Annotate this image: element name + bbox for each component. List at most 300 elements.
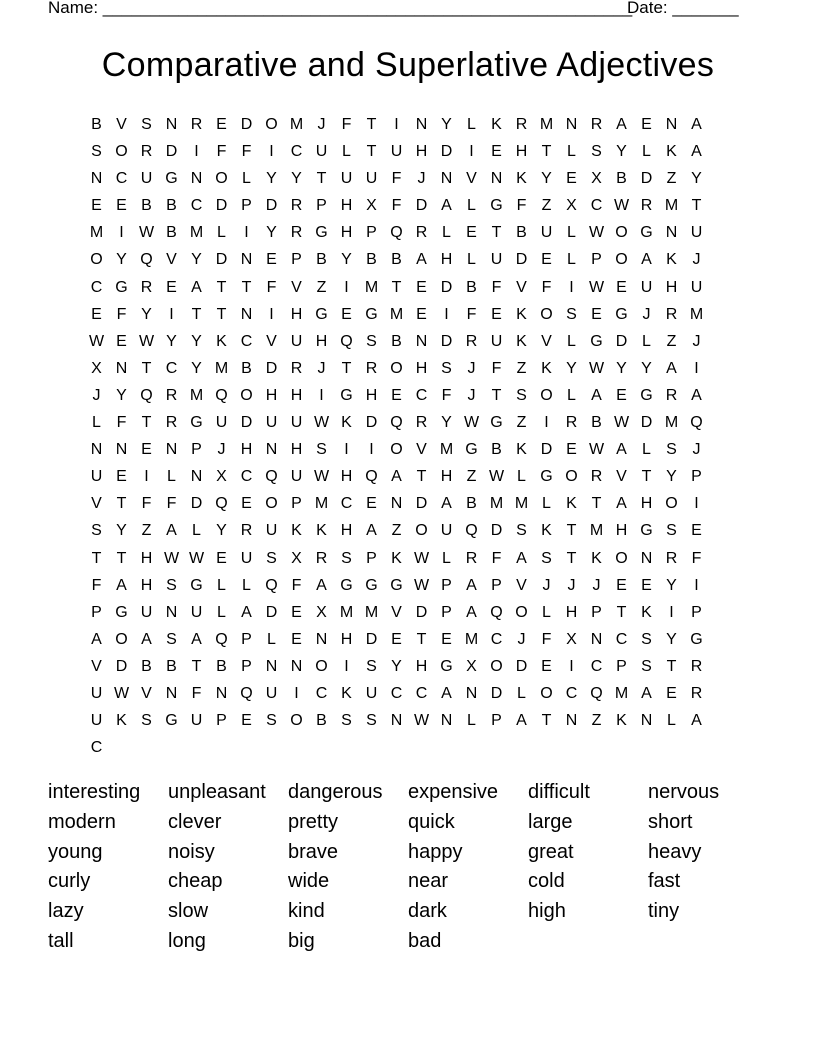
grid-letter: I <box>269 305 274 323</box>
grid-letter: K <box>516 441 527 459</box>
grid-letter: Y <box>666 468 677 486</box>
grid-letter: V <box>266 332 277 350</box>
grid-letter: O <box>540 305 553 323</box>
grid-letter: C <box>415 684 428 702</box>
grid-letter: W <box>313 414 330 432</box>
grid-letter: Y <box>116 386 127 404</box>
grid-letter: U <box>440 522 453 540</box>
word-list-item: fast <box>648 870 681 893</box>
grid-letter: F <box>541 278 552 296</box>
grid-letter: S <box>166 576 177 594</box>
grid-letter: A <box>641 684 652 702</box>
grid-letter: L <box>467 712 476 730</box>
grid-letter: A <box>116 576 127 594</box>
grid-letter: J <box>467 359 476 377</box>
grid-letter: L <box>567 251 576 269</box>
grid-letter: R <box>465 549 478 567</box>
grid-letter: D <box>440 278 453 296</box>
grid-letter: B <box>166 657 177 675</box>
grid-letter: S <box>341 712 352 730</box>
grid-letter: D <box>215 197 228 215</box>
grid-letter: C <box>90 739 103 757</box>
grid-letter: Z <box>141 522 152 540</box>
grid-letter: B <box>391 332 402 350</box>
grid-letter: V <box>516 278 527 296</box>
grid-letter: M <box>364 278 379 296</box>
grid-letter: S <box>341 549 352 567</box>
grid-letter: J <box>592 576 601 594</box>
grid-letter: I <box>444 305 449 323</box>
grid-letter: O <box>540 684 553 702</box>
grid-letter: T <box>491 386 502 404</box>
grid-letter: N <box>90 170 103 188</box>
grid-letter: V <box>291 278 302 296</box>
grid-letter: V <box>616 468 627 486</box>
grid-letter: L <box>517 684 526 702</box>
grid-letter: K <box>516 332 527 350</box>
grid-letter: G <box>340 386 353 404</box>
grid-letter: Y <box>541 170 552 188</box>
grid-letter: B <box>391 251 402 269</box>
grid-letter: M <box>339 603 354 621</box>
grid-letter: L <box>217 603 226 621</box>
grid-letter: Q <box>690 414 703 432</box>
grid-letter: Y <box>391 657 402 675</box>
grid-letter: J <box>317 359 326 377</box>
grid-letter: E <box>116 332 127 350</box>
grid-letter: S <box>266 549 277 567</box>
grid-letter: A <box>466 576 477 594</box>
grid-letter: N <box>240 251 253 269</box>
grid-letter: H <box>340 630 353 648</box>
grid-letter: A <box>91 630 102 648</box>
word-list-item: wide <box>288 870 330 893</box>
grid-letter: N <box>465 684 478 702</box>
grid-letter: T <box>366 116 377 133</box>
grid-letter: X <box>466 657 477 675</box>
grid-letter: I <box>694 359 699 377</box>
grid-letter: Y <box>616 359 627 377</box>
grid-letter: G <box>465 441 478 459</box>
grid-letter: E <box>566 441 577 459</box>
grid-letter: C <box>90 278 103 296</box>
grid-letter: O <box>315 657 328 675</box>
grid-letter: L <box>242 576 251 594</box>
grid-letter: U <box>90 712 103 730</box>
grid-letter: I <box>544 414 549 432</box>
grid-letter: L <box>642 441 651 459</box>
grid-letter: N <box>390 712 403 730</box>
grid-letter: T <box>591 495 602 513</box>
grid-letter: I <box>169 305 174 323</box>
grid-letter: K <box>116 712 127 730</box>
grid-letter: R <box>140 278 153 296</box>
grid-letter: A <box>691 116 702 133</box>
grid-letter: P <box>366 224 377 242</box>
grid-letter: Y <box>216 522 227 540</box>
grid-letter: D <box>215 251 228 269</box>
grid-letter: E <box>591 305 602 323</box>
grid-letter: K <box>291 522 302 540</box>
grid-letter: N <box>440 712 453 730</box>
grid-letter: M <box>364 603 379 621</box>
grid-letter: E <box>691 522 702 540</box>
grid-letter: L <box>467 251 476 269</box>
grid-letter: Y <box>691 170 702 188</box>
grid-letter: B <box>141 197 152 215</box>
grid-letter: L <box>642 332 651 350</box>
grid-letter: F <box>116 305 127 323</box>
grid-letter: N <box>590 630 603 648</box>
grid-letter: L <box>542 495 551 513</box>
grid-letter: M <box>189 224 204 242</box>
grid-letter: H <box>290 305 303 323</box>
grid-letter: O <box>90 251 103 269</box>
grid-letter: I <box>144 468 149 486</box>
grid-letter: F <box>91 576 102 594</box>
grid-letter: N <box>190 468 203 486</box>
grid-letter: G <box>690 630 703 648</box>
grid-letter: J <box>217 441 226 459</box>
grid-letter: C <box>590 197 603 215</box>
grid-letter: E <box>216 549 227 567</box>
grid-letter: C <box>190 197 203 215</box>
word-list-item: happy <box>408 840 463 863</box>
grid-letter: G <box>490 414 503 432</box>
word-search-grid <box>84 111 709 761</box>
grid-letter: H <box>340 197 353 215</box>
grid-letter: A <box>141 630 152 648</box>
grid-letter: U <box>265 684 278 702</box>
grid-letter: E <box>541 251 552 269</box>
grid-letter: A <box>241 603 252 621</box>
grid-letter: W <box>163 549 180 567</box>
grid-letter: T <box>141 414 152 432</box>
grid-letter: P <box>591 251 602 269</box>
grid-letter: N <box>115 359 128 377</box>
grid-letter: E <box>266 251 277 269</box>
grid-letter: F <box>341 116 352 133</box>
grid-letter: P <box>291 495 302 513</box>
grid-letter: N <box>640 712 653 730</box>
grid-letter: G <box>490 197 503 215</box>
grid-letter: T <box>191 305 202 323</box>
grid-letter: M <box>214 359 229 377</box>
grid-letter: H <box>340 522 353 540</box>
grid-letter: M <box>89 224 104 242</box>
grid-letter: E <box>116 468 127 486</box>
grid-letter: Y <box>666 630 677 648</box>
grid-letter: G <box>590 332 603 350</box>
grid-letter: N <box>165 684 178 702</box>
grid-letter: L <box>267 630 276 648</box>
grid-letter: X <box>591 170 602 188</box>
word-list-item: brave <box>288 840 339 863</box>
grid-letter: N <box>440 170 453 188</box>
grid-letter: K <box>341 414 352 432</box>
grid-letter: X <box>291 549 302 567</box>
grid-letter: N <box>565 116 578 133</box>
grid-letter: W <box>588 278 605 296</box>
grid-letter: Z <box>591 712 602 730</box>
grid-letter: D <box>115 657 128 675</box>
grid-letter: U <box>265 522 278 540</box>
grid-letter: K <box>541 522 552 540</box>
grid-letter: V <box>91 495 102 513</box>
grid-letter: R <box>290 197 303 215</box>
grid-letter: I <box>344 441 349 459</box>
grid-letter: D <box>365 630 378 648</box>
grid-letter: E <box>141 441 152 459</box>
grid-letter: K <box>516 305 527 323</box>
grid-letter: R <box>290 359 303 377</box>
grid-letter: T <box>566 522 577 540</box>
grid-letter: S <box>316 441 327 459</box>
grid-letter: A <box>441 197 452 215</box>
grid-letter: H <box>265 386 278 404</box>
grid-letter: T <box>666 657 677 675</box>
word-list-item: difficult <box>528 781 590 803</box>
word-list-item: curly <box>48 870 91 893</box>
grid-letter: E <box>616 278 627 296</box>
grid-letter: C <box>490 630 503 648</box>
grid-letter: F <box>466 305 477 323</box>
grid-letter: X <box>316 603 327 621</box>
page-title: Comparative and Superlative Adjectives <box>101 46 715 84</box>
grid-letter: I <box>694 576 699 594</box>
grid-letter: D <box>240 116 253 133</box>
grid-letter: J <box>317 116 326 133</box>
grid-letter: H <box>440 468 453 486</box>
grid-letter: D <box>415 495 428 513</box>
grid-letter: U <box>690 224 703 242</box>
grid-letter: O <box>415 522 428 540</box>
grid-letter: V <box>541 332 552 350</box>
grid-letter: J <box>567 576 576 594</box>
grid-letter: C <box>590 657 603 675</box>
grid-letter: R <box>165 414 178 432</box>
grid-letter: Y <box>166 332 177 350</box>
grid-letter: N <box>165 603 178 621</box>
grid-letter: F <box>391 197 402 215</box>
grid-letter: G <box>640 522 653 540</box>
grid-letter: W <box>113 684 130 702</box>
grid-letter: O <box>565 468 578 486</box>
grid-letter: U <box>340 170 353 188</box>
grid-letter: S <box>641 657 652 675</box>
grid-letter: U <box>215 414 228 432</box>
grid-letter: H <box>290 386 303 404</box>
grid-letter: A <box>191 630 202 648</box>
grid-letter: H <box>415 359 428 377</box>
grid-letter: S <box>666 441 677 459</box>
grid-letter: N <box>115 441 128 459</box>
grid-letter: A <box>691 712 702 730</box>
grid-letter: I <box>194 143 199 161</box>
grid-letter: L <box>442 224 451 242</box>
grid-letter: L <box>567 224 576 242</box>
grid-letter: F <box>266 278 277 296</box>
grid-letter: O <box>215 170 228 188</box>
grid-letter: G <box>165 712 178 730</box>
grid-letter: Q <box>265 468 278 486</box>
grid-letter: A <box>516 712 527 730</box>
grid-letter: F <box>241 143 252 161</box>
grid-letter: Q <box>140 386 153 404</box>
grid-letter: N <box>665 224 678 242</box>
grid-letter: B <box>316 712 327 730</box>
grid-letter: D <box>515 251 528 269</box>
grid-letter: B <box>466 495 477 513</box>
grid-letter: H <box>140 576 153 594</box>
grid-letter: Z <box>666 332 677 350</box>
grid-letter: W <box>313 468 330 486</box>
grid-letter: B <box>91 116 102 133</box>
grid-letter: T <box>641 468 652 486</box>
grid-letter: S <box>441 359 452 377</box>
grid-letter: R <box>590 116 603 133</box>
grid-letter: Y <box>116 251 127 269</box>
grid-letter: K <box>666 251 677 269</box>
grid-letter: T <box>116 495 127 513</box>
grid-letter: S <box>591 143 602 161</box>
grid-letter: Q <box>215 386 228 404</box>
grid-letter: B <box>591 414 602 432</box>
grid-letter: D <box>640 414 653 432</box>
grid-letter: X <box>566 197 577 215</box>
grid-letter: D <box>265 603 278 621</box>
grid-letter: G <box>115 278 128 296</box>
word-list-item: lazy <box>48 900 84 923</box>
word-list-item: heavy <box>648 840 702 863</box>
grid-letter: E <box>416 305 427 323</box>
grid-letter: R <box>690 657 703 675</box>
grid-letter: U <box>490 251 503 269</box>
grid-letter: R <box>465 332 478 350</box>
date-field[interactable]: Date: _______ <box>627 0 739 17</box>
grid-letter: E <box>216 116 227 133</box>
grid-letter: C <box>615 630 628 648</box>
grid-letter: U <box>490 332 503 350</box>
grid-letter: S <box>141 712 152 730</box>
grid-letter: L <box>192 522 201 540</box>
grid-letter: P <box>691 468 702 486</box>
grid-letter: R <box>290 224 303 242</box>
grid-letter: R <box>665 386 678 404</box>
word-list-item: noisy <box>168 840 215 863</box>
grid-letter: T <box>191 657 202 675</box>
grid-letter: R <box>565 414 578 432</box>
grid-letter: K <box>541 359 552 377</box>
grid-letter: N <box>415 332 428 350</box>
grid-letter: S <box>516 386 527 404</box>
grid-letter: E <box>491 305 502 323</box>
grid-letter: C <box>240 332 253 350</box>
grid-letter: U <box>190 712 203 730</box>
grid-letter: K <box>491 116 502 133</box>
grid-letter: L <box>517 468 526 486</box>
grid-letter: N <box>190 170 203 188</box>
grid-letter: I <box>394 116 399 133</box>
grid-letter: P <box>591 603 602 621</box>
word-list-item: expensive <box>408 781 499 803</box>
grid-letter: M <box>289 116 304 133</box>
grid-letter: Q <box>465 522 478 540</box>
grid-letter: K <box>341 684 352 702</box>
grid-letter: A <box>441 495 452 513</box>
grid-letter: G <box>340 576 353 594</box>
name-field[interactable]: Name: ________________________________________________________ <box>48 0 633 17</box>
grid-letter: K <box>391 549 402 567</box>
grid-letter: D <box>515 657 528 675</box>
grid-letter: E <box>91 305 102 323</box>
grid-letter: W <box>88 332 105 350</box>
grid-letter: X <box>566 630 577 648</box>
grid-letter: B <box>516 224 527 242</box>
grid-letter: B <box>366 251 377 269</box>
grid-letter: I <box>319 386 324 404</box>
grid-letter: C <box>115 170 128 188</box>
grid-letter: V <box>466 170 477 188</box>
grid-letter: D <box>540 441 553 459</box>
grid-letter: B <box>216 657 227 675</box>
grid-letter: O <box>265 116 278 133</box>
grid-letter: C <box>315 684 328 702</box>
grid-letter: V <box>91 657 102 675</box>
grid-letter: E <box>616 576 627 594</box>
grid-letter: M <box>689 305 704 323</box>
grid-letter: H <box>440 251 453 269</box>
grid-letter: A <box>641 251 652 269</box>
grid-letter: D <box>365 414 378 432</box>
grid-letter: R <box>415 224 428 242</box>
grid-letter: G <box>315 305 328 323</box>
grid-letter: V <box>516 576 527 594</box>
grid-letter: D <box>190 495 203 513</box>
grid-letter: C <box>565 684 578 702</box>
grid-letter: D <box>440 332 453 350</box>
grid-letter: B <box>141 657 152 675</box>
grid-letter: T <box>491 224 502 242</box>
grid-letter: W <box>588 359 605 377</box>
grid-letter: I <box>469 143 474 161</box>
grid-letter: F <box>491 549 502 567</box>
grid-letter: Z <box>466 468 477 486</box>
grid-letter: P <box>241 657 252 675</box>
grid-letter: D <box>265 359 278 377</box>
grid-letter: U <box>290 468 303 486</box>
grid-letter: P <box>216 712 227 730</box>
grid-letter: N <box>165 116 178 133</box>
grid-letter: Y <box>116 522 127 540</box>
word-list-item: cheap <box>168 870 223 893</box>
grid-letter: W <box>588 224 605 242</box>
word-list-item: clever <box>168 810 222 833</box>
grid-letter: P <box>491 576 502 594</box>
grid-letter: P <box>491 712 502 730</box>
grid-letter: K <box>591 549 602 567</box>
grid-letter: G <box>540 468 553 486</box>
grid-letter: B <box>316 251 327 269</box>
grid-letter: E <box>566 170 577 188</box>
word-list-item: kind <box>288 900 325 923</box>
grid-letter: L <box>567 332 576 350</box>
grid-letter: L <box>92 414 101 432</box>
grid-letter: D <box>415 197 428 215</box>
grid-letter: H <box>565 603 578 621</box>
grid-letter: R <box>140 143 153 161</box>
grid-letter: T <box>91 549 102 567</box>
